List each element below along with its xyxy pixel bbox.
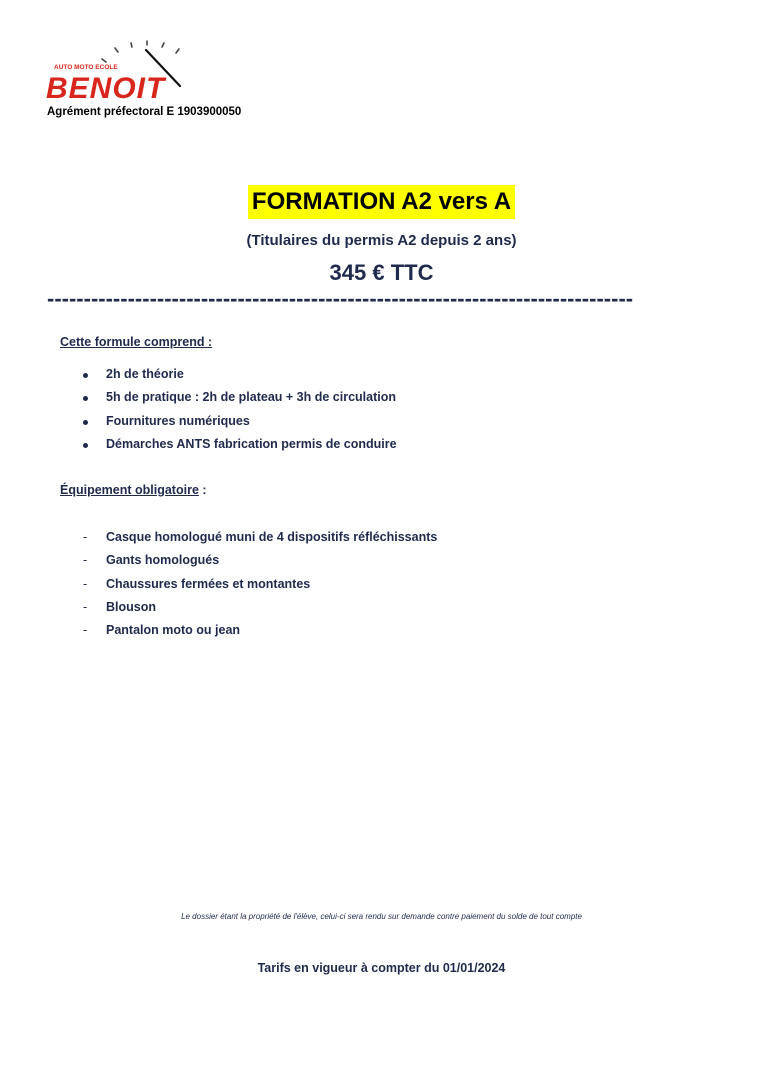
dash-marker: -: [83, 576, 88, 591]
title-container: [0, 185, 763, 219]
logo-brand-text: BENOIT: [46, 72, 166, 100]
offer-title: FORMATION A2 vers A: [248, 185, 515, 219]
list-item: - Casque homologué muni de 4 dispositifs réfléchissants: [83, 530, 438, 544]
equipment-heading: Équipement obligatoire :: [60, 483, 207, 497]
list-item: - Blouson: [83, 599, 156, 614]
agrement-text: Agrément préfectoral E 1903900050: [47, 106, 242, 118]
list-item: Fournitures numériques: [80, 413, 397, 436]
list-item: 5h de pratique : 2h de plateau + 3h de circulation: [80, 389, 397, 412]
list-item: 2h de théorie: [80, 366, 397, 389]
company-logo: [44, 40, 224, 100]
dash-marker: -: [83, 599, 88, 614]
tarifs-validity: Tarifs en vigueur à compter du 01/01/2024: [257, 961, 506, 975]
bullet-icon: [83, 389, 93, 405]
logo-small-text: AUTO MOTO ECOLE: [54, 64, 118, 71]
list-item: Démarches ANTS fabrication permis de conduire: [80, 436, 397, 459]
formula-heading-text: Cette formule comprend :: [60, 335, 213, 349]
formula-list: [80, 366, 397, 459]
footnote: Le dossier étant la propriété de l'élève, celui-ci sera rendu sur demande contre paiement du solde de tout compte: [181, 912, 582, 921]
bullet-icon: [83, 366, 93, 382]
list-item: - Gants homologués: [83, 553, 220, 568]
dash-marker: -: [83, 553, 88, 568]
dash-marker: -: [83, 530, 88, 544]
bullet-icon: [83, 436, 93, 452]
equipment-list: [80, 529, 437, 645]
formula-heading: [60, 335, 212, 349]
dash-marker: -: [83, 623, 88, 638]
bullet-icon: [83, 413, 93, 429]
dashed-separator: --------------------------------------------------------------------------------: [47, 286, 634, 311]
equipment-heading-text: Équipement obligatoire: [60, 483, 199, 497]
list-item: - Chaussures fermées et montantes: [83, 576, 311, 591]
offer-price: 345 € TTC: [329, 260, 434, 285]
offer-subtitle: (Titulaires du permis A2 depuis 2 ans): [246, 232, 517, 249]
list-item: - Pantalon moto ou jean: [83, 623, 241, 638]
